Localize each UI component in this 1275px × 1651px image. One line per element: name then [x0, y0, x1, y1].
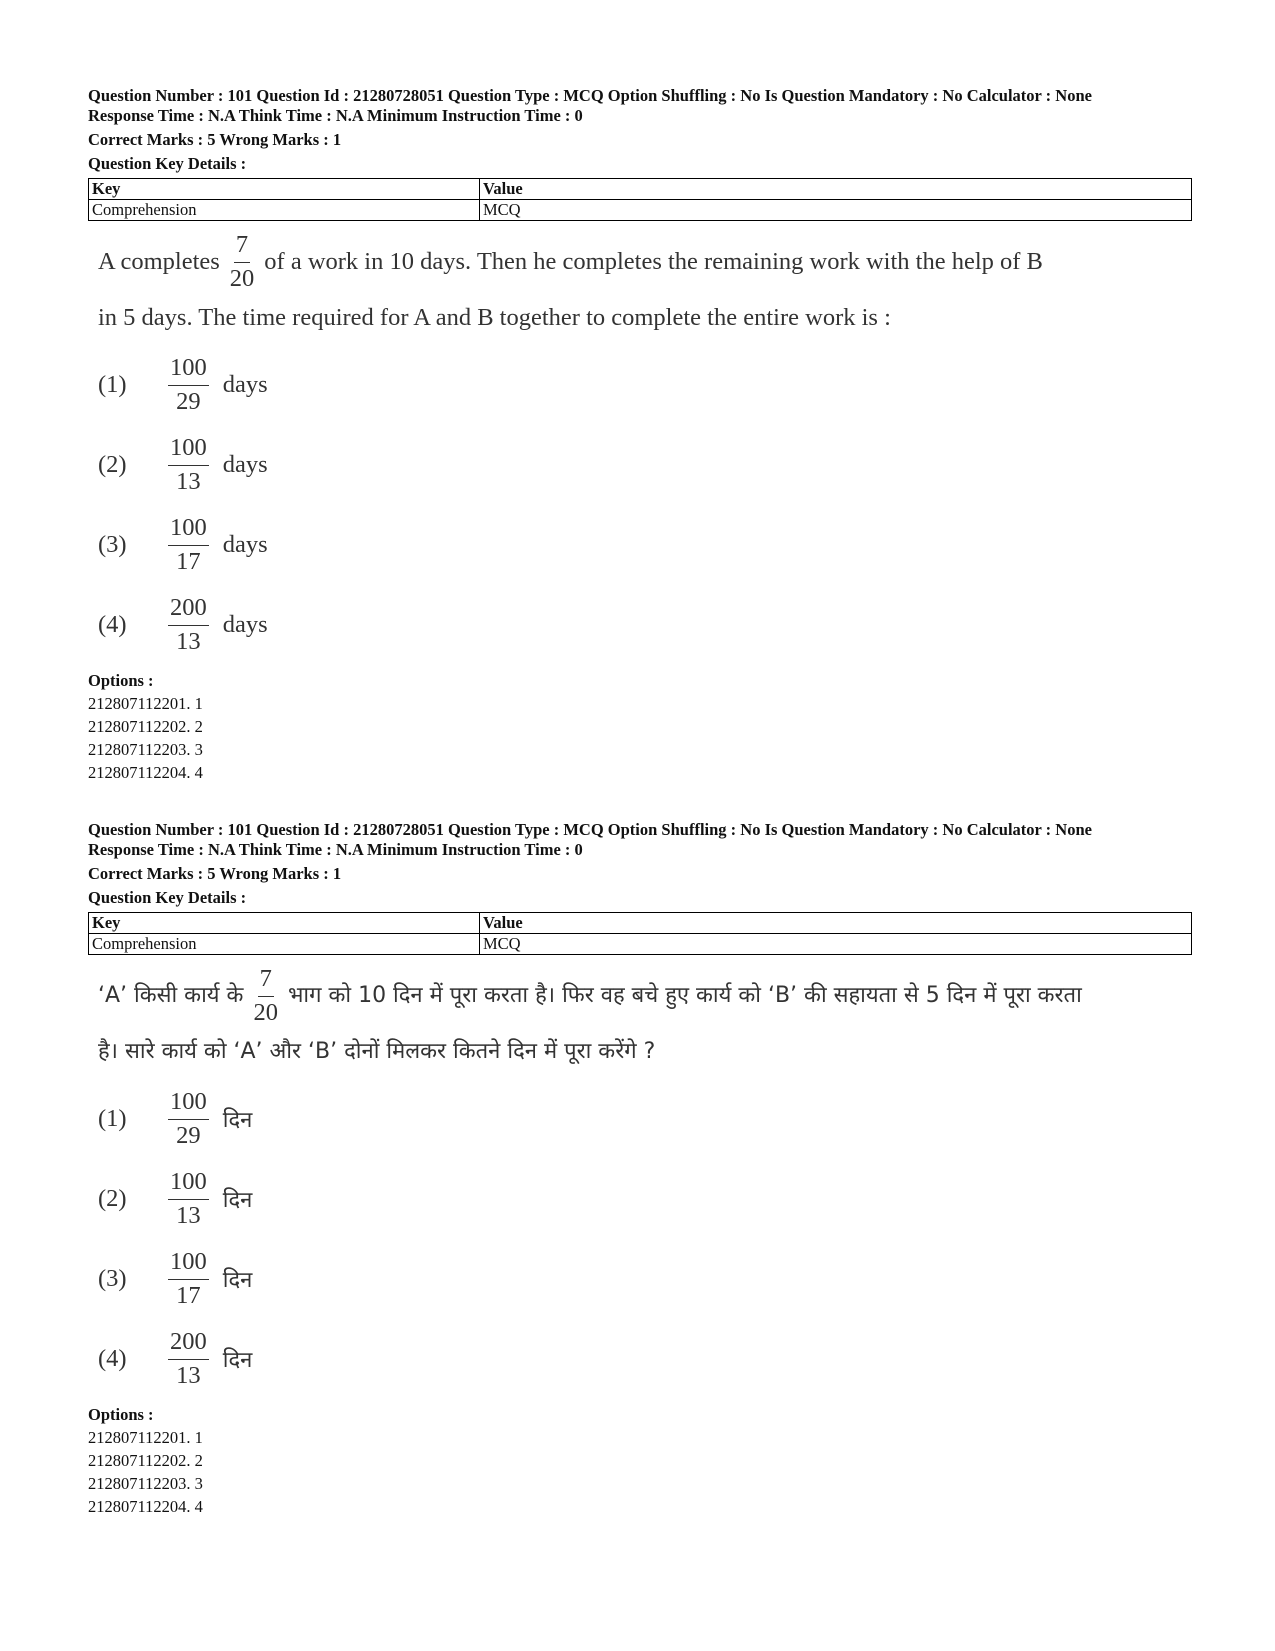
option-id: 212807112204. 4 — [88, 1497, 203, 1516]
option-id: 212807112201. 1 — [88, 1428, 203, 1447]
question-fraction — [253, 967, 278, 1025]
choice-label: (2) — [98, 1185, 127, 1212]
question-line-2: in 5 days. The time required for A and B together to complete the entire work is : — [98, 304, 891, 331]
fraction-numerator: 100 — [168, 516, 209, 546]
question-line-1 — [98, 233, 1192, 291]
table-header-row — [89, 179, 1192, 200]
question-text-post: of a work in 10 days. Then he completes the remaining work with the help of B — [264, 248, 1043, 275]
answer-choice — [98, 585, 1192, 665]
table-row — [89, 200, 1192, 221]
value-cell: MCQ — [480, 934, 1192, 955]
fraction-denominator: 17 — [176, 1281, 201, 1309]
question-line-2: है। सारे कार्य को ‘A’ और ‘B’ दोनों मिलकर कितने दिन में पूरा करेंगे ? — [98, 1039, 656, 1064]
fraction-numerator: 7 — [234, 233, 250, 263]
fraction-denominator: 20 — [229, 264, 255, 292]
fraction-numerator: 100 — [168, 1170, 209, 1200]
question-text-pre: A completes — [98, 248, 220, 275]
answer-choice — [98, 1159, 1192, 1239]
fraction-denominator: 13 — [176, 467, 201, 495]
fraction-denominator: 29 — [176, 1121, 201, 1149]
marks-line: Correct Marks : 5 Wrong Marks : 1 — [88, 864, 342, 883]
answer-choice — [98, 505, 1192, 585]
table-row — [89, 934, 1192, 955]
options-title: Options : — [88, 671, 154, 690]
choice-fraction — [168, 1250, 209, 1308]
key-details-table — [88, 178, 1192, 221]
marks-line: Correct Marks : 5 Wrong Marks : 1 — [88, 130, 342, 149]
choice-fraction — [168, 1170, 209, 1228]
options-title: Options : — [88, 1405, 154, 1424]
fraction-denominator: 13 — [176, 1201, 201, 1229]
choice-fraction — [168, 596, 209, 654]
choice-label: (1) — [98, 1105, 127, 1132]
choice-fraction — [168, 436, 209, 494]
answer-choice — [98, 1319, 1192, 1399]
key-header-cell: Key — [89, 913, 480, 934]
question-meta-line2: Response Time : N.A Think Time : N.A Minimum Instruction Time : 0 — [88, 840, 583, 859]
fraction-denominator: 17 — [176, 547, 201, 575]
choice-label: (3) — [98, 1265, 127, 1292]
question-text-pre: ‘A’ किसी कार्य के — [98, 983, 244, 1008]
key-details-title: Question Key Details : — [88, 154, 247, 173]
option-id: 212807112203. 3 — [88, 1474, 203, 1493]
fraction-numerator: 100 — [168, 356, 209, 386]
fraction-denominator: 20 — [253, 998, 278, 1026]
choice-label: (1) — [98, 371, 127, 398]
choice-label: (4) — [98, 1345, 127, 1372]
fraction-numerator: 200 — [168, 596, 209, 626]
answer-choice — [98, 345, 1192, 425]
question-block-hindi — [88, 820, 1192, 1518]
fraction-numerator: 100 — [168, 1090, 209, 1120]
choice-unit: days — [222, 371, 268, 398]
fraction-denominator: 13 — [176, 1361, 201, 1389]
question-meta-line1: Question Number : 101 Question Id : 21280728051 Question Type : MCQ Option Shuffling : No Is Question Mandatory : No Calculator : None — [88, 820, 1092, 839]
key-cell: Comprehension — [89, 934, 480, 955]
value-header-cell: Value — [480, 179, 1192, 200]
key-details-title: Question Key Details : — [88, 888, 247, 907]
choice-unit: दिन — [222, 1188, 253, 1213]
question-meta-line1: Question Number : 101 Question Id : 21280728051 Question Type : MCQ Option Shuffling : No Is Question Mandatory : No Calculator : None — [88, 86, 1092, 105]
choice-fraction — [168, 516, 209, 574]
choice-fraction — [168, 1090, 209, 1148]
answer-choice — [98, 1239, 1192, 1319]
key-header-cell: Key — [89, 179, 480, 200]
question-meta-line2: Response Time : N.A Think Time : N.A Minimum Instruction Time : 0 — [88, 106, 583, 125]
value-header-cell: Value — [480, 913, 1192, 934]
answer-choice — [98, 425, 1192, 505]
choice-unit: days — [222, 531, 268, 558]
question-text-post: भाग को 10 दिन में पूरा करता है। फिर वह बचे हुए कार्य को ‘B’ की सहायता से 5 दिन में पूरा करता — [287, 983, 1082, 1008]
fraction-numerator: 200 — [168, 1330, 209, 1360]
choice-unit: दिन — [222, 1348, 253, 1373]
fraction-numerator: 7 — [258, 967, 274, 997]
fraction-denominator: 13 — [176, 627, 201, 655]
question-line-1 — [98, 967, 1192, 1025]
question-text — [98, 967, 1192, 1067]
question-block-english — [88, 86, 1192, 784]
fraction-numerator: 100 — [168, 1250, 209, 1280]
value-cell: MCQ — [480, 200, 1192, 221]
choice-label: (4) — [98, 611, 127, 638]
table-header-row — [89, 913, 1192, 934]
answer-choice — [98, 1079, 1192, 1159]
choice-unit: days — [222, 451, 268, 478]
option-id: 212807112203. 3 — [88, 740, 203, 759]
option-id: 212807112202. 2 — [88, 717, 203, 736]
choice-unit: days — [222, 611, 268, 638]
question-fraction — [230, 233, 255, 291]
choice-fraction — [168, 1330, 209, 1388]
choice-label: (2) — [98, 451, 127, 478]
option-id: 212807112202. 2 — [88, 1451, 203, 1470]
answer-choices — [98, 345, 1192, 665]
key-cell: Comprehension — [89, 200, 480, 221]
question-text — [98, 233, 1192, 333]
fraction-denominator: 29 — [176, 387, 201, 415]
option-id: 212807112201. 1 — [88, 694, 203, 713]
answer-choices — [98, 1079, 1192, 1399]
key-details-table — [88, 912, 1192, 955]
choice-unit: दिन — [222, 1268, 253, 1293]
choice-label: (3) — [98, 531, 127, 558]
choice-fraction — [168, 356, 209, 414]
option-id: 212807112204. 4 — [88, 763, 203, 782]
fraction-numerator: 100 — [168, 436, 209, 466]
choice-unit: दिन — [222, 1108, 253, 1133]
